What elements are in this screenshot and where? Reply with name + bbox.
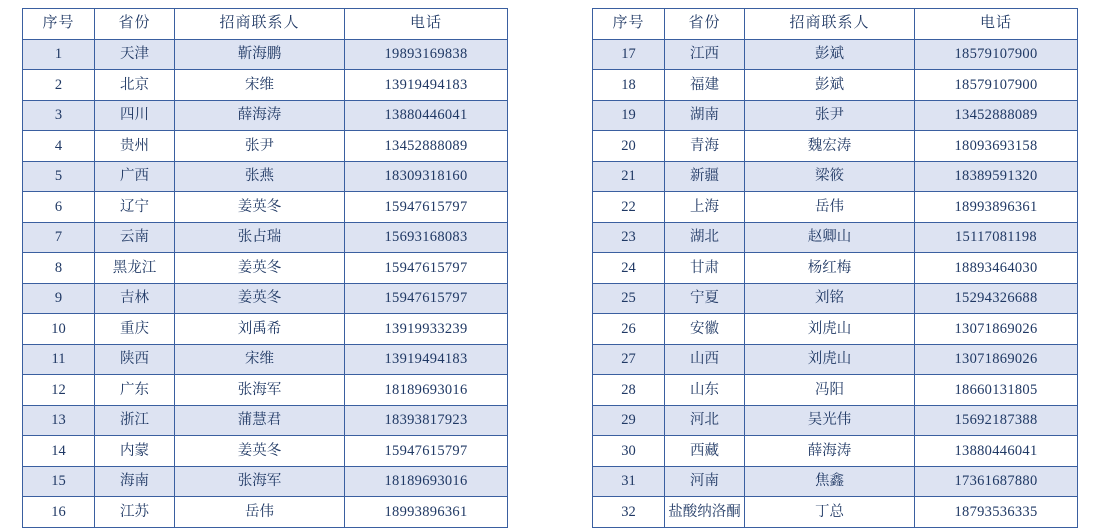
cell-phone: 13880446041 bbox=[915, 436, 1078, 467]
contact-table-left bbox=[22, 8, 508, 528]
cell-phone: 18993896361 bbox=[345, 497, 508, 528]
cell-province: 北京 bbox=[95, 70, 175, 101]
table-row bbox=[593, 222, 1078, 253]
cell-index: 23 bbox=[593, 222, 665, 253]
cell-contact: 张占瑞 bbox=[175, 222, 345, 253]
cell-phone: 19893169838 bbox=[345, 39, 508, 70]
column-header-index: 序号 bbox=[593, 9, 665, 40]
cell-phone: 13919494183 bbox=[345, 70, 508, 101]
table-body-left bbox=[23, 39, 508, 527]
cell-province: 湖南 bbox=[665, 100, 745, 131]
table-row bbox=[23, 344, 508, 375]
cell-province: 湖北 bbox=[665, 222, 745, 253]
cell-province: 浙江 bbox=[95, 405, 175, 436]
cell-province: 四川 bbox=[95, 100, 175, 131]
cell-province: 广西 bbox=[95, 161, 175, 192]
cell-index: 19 bbox=[593, 100, 665, 131]
table-header-left bbox=[23, 9, 508, 40]
cell-index: 4 bbox=[23, 131, 95, 162]
cell-province: 陕西 bbox=[95, 344, 175, 375]
column-header-contact: 招商联系人 bbox=[745, 9, 915, 40]
table-row bbox=[23, 253, 508, 284]
cell-phone: 13071869026 bbox=[915, 344, 1078, 375]
cell-index: 32 bbox=[593, 497, 665, 528]
cell-contact: 杨红梅 bbox=[745, 253, 915, 284]
table-row bbox=[23, 39, 508, 70]
header-row bbox=[593, 9, 1078, 40]
table-row bbox=[593, 100, 1078, 131]
cell-index: 12 bbox=[23, 375, 95, 406]
column-header-phone: 电话 bbox=[345, 9, 508, 40]
table-row bbox=[23, 222, 508, 253]
cell-index: 5 bbox=[23, 161, 95, 192]
cell-index: 7 bbox=[23, 222, 95, 253]
table-body-right bbox=[593, 39, 1078, 527]
cell-province: 上海 bbox=[665, 192, 745, 223]
table-row bbox=[23, 497, 508, 528]
cell-province: 新疆 bbox=[665, 161, 745, 192]
cell-phone: 15947615797 bbox=[345, 283, 508, 314]
cell-phone: 17361687880 bbox=[915, 466, 1078, 497]
cell-province: 广东 bbox=[95, 375, 175, 406]
cell-province: 云南 bbox=[95, 222, 175, 253]
table-row bbox=[23, 192, 508, 223]
cell-province: 海南 bbox=[95, 466, 175, 497]
table-row bbox=[23, 375, 508, 406]
cell-contact: 张燕 bbox=[175, 161, 345, 192]
table-row bbox=[593, 283, 1078, 314]
cell-index: 20 bbox=[593, 131, 665, 162]
table-row bbox=[23, 466, 508, 497]
cell-index: 6 bbox=[23, 192, 95, 223]
cell-index: 8 bbox=[23, 253, 95, 284]
cell-province: 重庆 bbox=[95, 314, 175, 345]
table-row bbox=[593, 39, 1078, 70]
cell-contact: 张海军 bbox=[175, 375, 345, 406]
cell-province: 江苏 bbox=[95, 497, 175, 528]
table-row bbox=[593, 192, 1078, 223]
cell-province: 山东 bbox=[665, 375, 745, 406]
cell-index: 28 bbox=[593, 375, 665, 406]
cell-phone: 15117081198 bbox=[915, 222, 1078, 253]
cell-province: 青海 bbox=[665, 131, 745, 162]
table-row bbox=[593, 344, 1078, 375]
cell-contact: 张海军 bbox=[175, 466, 345, 497]
table-row bbox=[23, 314, 508, 345]
cell-index: 21 bbox=[593, 161, 665, 192]
cell-contact: 刘铭 bbox=[745, 283, 915, 314]
table-row bbox=[593, 161, 1078, 192]
cell-province: 黑龙江 bbox=[95, 253, 175, 284]
cell-index: 14 bbox=[23, 436, 95, 467]
cell-index: 29 bbox=[593, 405, 665, 436]
cell-province: 内蒙 bbox=[95, 436, 175, 467]
cell-contact: 彭斌 bbox=[745, 39, 915, 70]
column-header-phone: 电话 bbox=[915, 9, 1078, 40]
table-row bbox=[23, 100, 508, 131]
cell-contact: 姜英冬 bbox=[175, 283, 345, 314]
cell-index: 10 bbox=[23, 314, 95, 345]
table-row bbox=[23, 405, 508, 436]
cell-province: 山西 bbox=[665, 344, 745, 375]
cell-index: 31 bbox=[593, 466, 665, 497]
cell-province: 盐酸纳洛酮 bbox=[665, 497, 745, 528]
cell-phone: 18893464030 bbox=[915, 253, 1078, 284]
cell-contact: 宋维 bbox=[175, 344, 345, 375]
cell-index: 2 bbox=[23, 70, 95, 101]
cell-province: 吉林 bbox=[95, 283, 175, 314]
cell-phone: 13452888089 bbox=[915, 100, 1078, 131]
cell-index: 15 bbox=[23, 466, 95, 497]
cell-phone: 18393817923 bbox=[345, 405, 508, 436]
cell-contact: 宋维 bbox=[175, 70, 345, 101]
cell-phone: 15947615797 bbox=[345, 192, 508, 223]
cell-contact: 张尹 bbox=[175, 131, 345, 162]
cell-phone: 18189693016 bbox=[345, 375, 508, 406]
cell-phone: 18093693158 bbox=[915, 131, 1078, 162]
cell-phone: 18660131805 bbox=[915, 375, 1078, 406]
table-header-right bbox=[593, 9, 1078, 40]
table-row bbox=[593, 436, 1078, 467]
cell-phone: 18189693016 bbox=[345, 466, 508, 497]
cell-contact: 丁总 bbox=[745, 497, 915, 528]
cell-index: 16 bbox=[23, 497, 95, 528]
cell-phone: 13452888089 bbox=[345, 131, 508, 162]
cell-phone: 15947615797 bbox=[345, 436, 508, 467]
cell-phone: 13919933239 bbox=[345, 314, 508, 345]
table-row bbox=[23, 131, 508, 162]
cell-contact: 彭斌 bbox=[745, 70, 915, 101]
table-row bbox=[593, 253, 1078, 284]
cell-contact: 梁筱 bbox=[745, 161, 915, 192]
table-row bbox=[593, 466, 1078, 497]
cell-index: 13 bbox=[23, 405, 95, 436]
cell-contact: 薛海涛 bbox=[175, 100, 345, 131]
column-header-province: 省份 bbox=[95, 9, 175, 40]
cell-index: 3 bbox=[23, 100, 95, 131]
cell-contact: 蒲慧君 bbox=[175, 405, 345, 436]
cell-index: 24 bbox=[593, 253, 665, 284]
cell-contact: 姜英冬 bbox=[175, 253, 345, 284]
table-row bbox=[593, 405, 1078, 436]
cell-contact: 吴光伟 bbox=[745, 405, 915, 436]
cell-phone: 18579107900 bbox=[915, 39, 1078, 70]
table-row bbox=[593, 375, 1078, 406]
table-row bbox=[23, 283, 508, 314]
cell-province: 福建 bbox=[665, 70, 745, 101]
cell-phone: 15693168083 bbox=[345, 222, 508, 253]
table-row bbox=[23, 436, 508, 467]
cell-phone: 13919494183 bbox=[345, 344, 508, 375]
cell-phone: 13071869026 bbox=[915, 314, 1078, 345]
cell-contact: 姜英冬 bbox=[175, 436, 345, 467]
cell-province: 江西 bbox=[665, 39, 745, 70]
cell-index: 1 bbox=[23, 39, 95, 70]
cell-province: 甘肃 bbox=[665, 253, 745, 284]
cell-phone: 18993896361 bbox=[915, 192, 1078, 223]
cell-contact: 刘虎山 bbox=[745, 314, 915, 345]
cell-province: 贵州 bbox=[95, 131, 175, 162]
table-row bbox=[593, 131, 1078, 162]
cell-phone: 18309318160 bbox=[345, 161, 508, 192]
cell-province: 河南 bbox=[665, 466, 745, 497]
column-header-province: 省份 bbox=[665, 9, 745, 40]
cell-contact: 岳伟 bbox=[175, 497, 345, 528]
cell-contact: 赵卿山 bbox=[745, 222, 915, 253]
cell-phone: 15692187388 bbox=[915, 405, 1078, 436]
contact-table-right bbox=[592, 8, 1078, 528]
cell-province: 宁夏 bbox=[665, 283, 745, 314]
cell-contact: 魏宏涛 bbox=[745, 131, 915, 162]
table-row bbox=[593, 314, 1078, 345]
column-header-contact: 招商联系人 bbox=[175, 9, 345, 40]
cell-index: 22 bbox=[593, 192, 665, 223]
cell-contact: 冯阳 bbox=[745, 375, 915, 406]
cell-contact: 岳伟 bbox=[745, 192, 915, 223]
cell-index: 25 bbox=[593, 283, 665, 314]
table-row bbox=[23, 161, 508, 192]
cell-phone: 18579107900 bbox=[915, 70, 1078, 101]
cell-province: 天津 bbox=[95, 39, 175, 70]
table-row bbox=[593, 497, 1078, 528]
cell-index: 9 bbox=[23, 283, 95, 314]
column-header-index: 序号 bbox=[23, 9, 95, 40]
cell-index: 18 bbox=[593, 70, 665, 101]
cell-phone: 15294326688 bbox=[915, 283, 1078, 314]
cell-index: 26 bbox=[593, 314, 665, 345]
cell-province: 河北 bbox=[665, 405, 745, 436]
cell-index: 17 bbox=[593, 39, 665, 70]
cell-contact: 刘虎山 bbox=[745, 344, 915, 375]
cell-contact: 薛海涛 bbox=[745, 436, 915, 467]
cell-index: 30 bbox=[593, 436, 665, 467]
cell-index: 11 bbox=[23, 344, 95, 375]
cell-contact: 刘禹希 bbox=[175, 314, 345, 345]
cell-province: 西藏 bbox=[665, 436, 745, 467]
cell-contact: 姜英冬 bbox=[175, 192, 345, 223]
table-row bbox=[593, 70, 1078, 101]
cell-contact: 靳海鹏 bbox=[175, 39, 345, 70]
cell-province: 安徽 bbox=[665, 314, 745, 345]
header-row bbox=[23, 9, 508, 40]
cell-contact: 张尹 bbox=[745, 100, 915, 131]
cell-contact: 焦鑫 bbox=[745, 466, 915, 497]
table-row bbox=[23, 70, 508, 101]
cell-phone: 15947615797 bbox=[345, 253, 508, 284]
cell-phone: 18793536335 bbox=[915, 497, 1078, 528]
cell-phone: 13880446041 bbox=[345, 100, 508, 131]
cell-index: 27 bbox=[593, 344, 665, 375]
cell-province: 辽宁 bbox=[95, 192, 175, 223]
cell-phone: 18389591320 bbox=[915, 161, 1078, 192]
